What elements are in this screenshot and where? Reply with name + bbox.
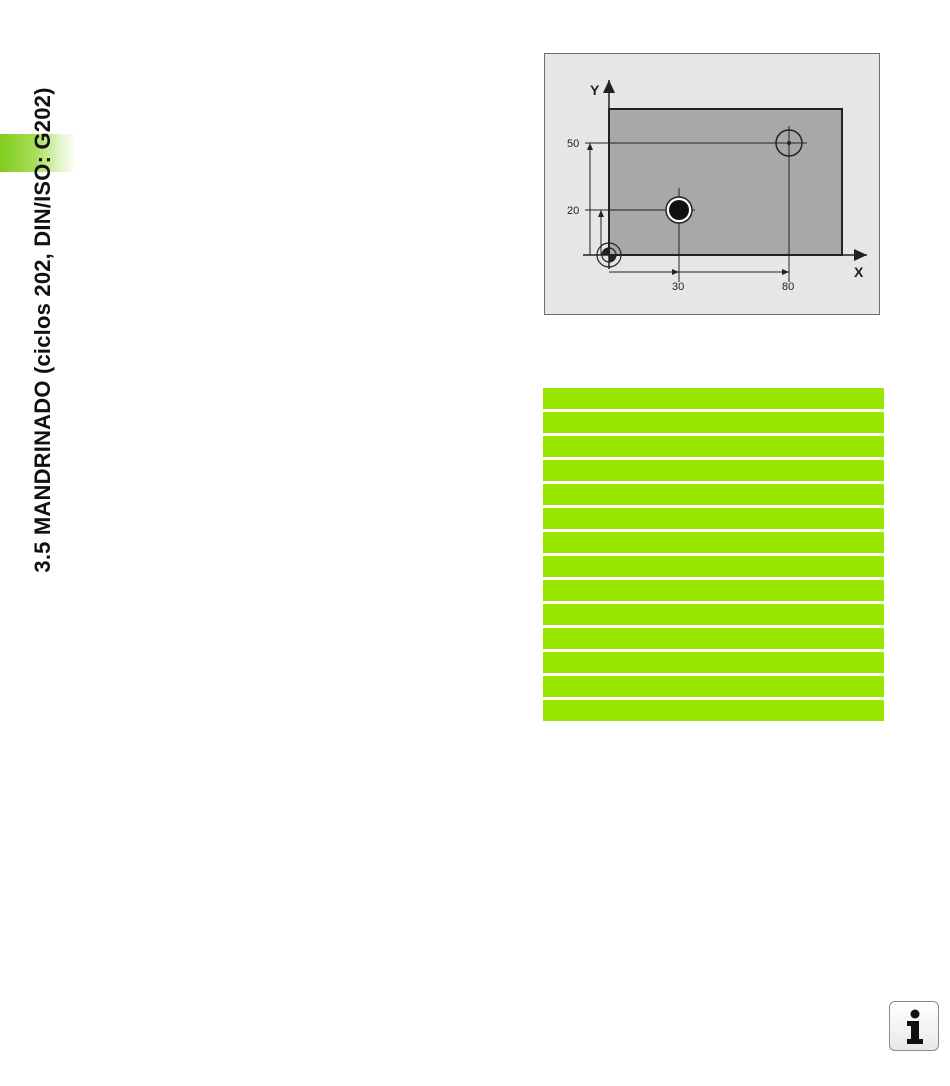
- program-table-row: [543, 412, 884, 433]
- bore-hole-30-20: [666, 197, 692, 223]
- workpiece-plate: [609, 109, 842, 255]
- program-table-row: [543, 484, 884, 505]
- dim-label-x30: 30: [672, 281, 685, 293]
- diagram-canvas: [545, 54, 881, 316]
- program-table-row: [543, 676, 884, 697]
- program-table-row: [543, 700, 884, 721]
- dim-label-y50: 50: [567, 138, 580, 150]
- y-axis-label: Y: [590, 82, 600, 98]
- chapter-title: 3.5 MANDRINADO (ciclos 202, DIN/ISO: G202): [30, 87, 55, 573]
- program-table-row: [543, 652, 884, 673]
- program-table-row: [543, 460, 884, 481]
- program-table-row: [543, 532, 884, 553]
- dim-label-y20: 20: [567, 205, 580, 217]
- program-table-row: [543, 508, 884, 529]
- boring-diagram: [544, 53, 880, 315]
- program-table-row: [543, 604, 884, 625]
- program-table-row: [543, 556, 884, 577]
- info-button[interactable]: [889, 1001, 939, 1051]
- dim-label-x80: 80: [782, 281, 795, 293]
- program-table-row: [543, 436, 884, 457]
- program-table-row: [543, 580, 884, 601]
- x-axis-label: X: [854, 264, 864, 280]
- program-table-row: [543, 388, 884, 409]
- info-icon: [890, 1002, 938, 1050]
- program-table: [543, 388, 884, 724]
- program-table-row: [543, 628, 884, 649]
